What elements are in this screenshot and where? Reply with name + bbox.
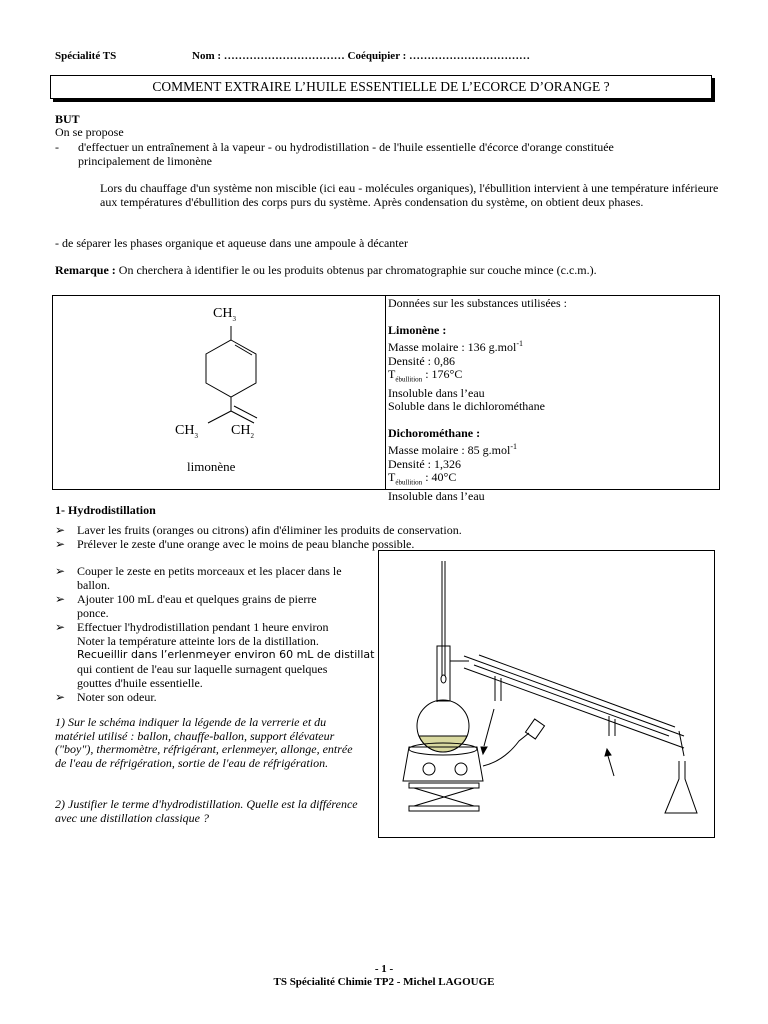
header-nom: Nom : …………………………… Coéquipier : ……………………………: [192, 50, 531, 62]
dcm-teb: $T_{ébullition}$ : 40°C: [388, 470, 457, 487]
limonene-teb: $T_{ébullition}$ : 176°C: [388, 367, 463, 384]
question-2: 2) Justifier le terme d'hydrodistillation. Quelle est la différence avec une distillation classique ?: [55, 797, 358, 825]
table-divider: [385, 296, 386, 489]
footer-credit: TS Spécialité Chimie TP2 - Michel LAGOUGE: [273, 976, 495, 988]
limonene-mass: Masse molaire : 136 g.mol$^{-1}$: [388, 339, 523, 354]
but-paragraph: Lors du chauffage d'un système non miscible (ici eau - molécules organiques), l'ébullition intervient à une température inférieure aux températures d'ébullition des corps purs du système. Après condensation du système, on obtient deux phases.: [100, 181, 719, 209]
list-item-cont: ballon.: [77, 578, 110, 592]
dcm-density: Densité : 1,326: [388, 456, 461, 471]
page-number: - 1 -: [374, 963, 394, 975]
dcm-insol: Insoluble dans l’eau: [388, 489, 485, 504]
arrow-bullet-icon: ➢: [55, 690, 66, 704]
remarque-label: Remarque :: [55, 263, 116, 277]
but-item1-dash: -: [55, 140, 59, 154]
but-item1-line1: d'effectuer un entraînement à la vapeur - ou hydrodistillation - de l'huile essentielle d'écorce d'orange constituée: [78, 140, 614, 154]
list-item: ➢ Noter son odeur.: [55, 690, 157, 704]
list-item-cont: Noter la température atteinte lors de la distillation.: [77, 634, 319, 648]
arrow-bullet-icon: ➢: [55, 620, 66, 634]
header-specialite: Spécialité TS: [55, 50, 117, 62]
list-item: ➢ Laver les fruits (oranges ou citrons) afin d'éliminer les produits de conservation.: [55, 523, 462, 537]
list-item-cont: gouttes d'huile essentielle.: [77, 676, 203, 690]
data-table: [52, 295, 720, 490]
list-item: ➢ Prélever le zeste d'une orange avec le moins de peau blanche possible.: [55, 537, 415, 551]
distillation-diagram: [378, 550, 715, 838]
but-item1-line2: principalement de limonène: [78, 154, 212, 168]
question-1: 1) Sur le schéma indiquer la légende de la verrerie et du matériel utilisé : ballon, chauffe-ballon, support élévateur ("boy"), thermomètre, réfrigérant, erlenmeyer, allonge, entrée de l'eau de réfrigération, sortie de l'eau de réfrigération.: [55, 715, 353, 770]
limonene-insol: Insoluble dans l’eau: [388, 385, 485, 400]
list-item-cont: ponce.: [77, 606, 109, 620]
data-panel: [388, 297, 567, 504]
list-item-cont: Recueillir dans l’erlenmeyer environ 60 mL de distillat: [77, 648, 375, 661]
mol-name: limonène: [187, 459, 236, 474]
remarque-text: On cherchera à identifier le ou les produits obtenus par chromatographie sur couche mince (c.c.m.).: [115, 263, 597, 277]
remarque: [55, 263, 597, 278]
limonene-density: Densité : 0,86: [388, 353, 455, 368]
but-intro: On se propose: [55, 125, 124, 139]
mol-ch2-right: $CH_2$: [231, 423, 254, 440]
arrow-bullet-icon: ➢: [55, 523, 66, 537]
list-item: ➢ Effectuer l'hydrodistillation pendant 1 heure environ: [55, 620, 329, 634]
data-heading: Données sur les substances utilisées :: [388, 296, 567, 310]
page-title: COMMENT EXTRAIRE L’HUILE ESSENTIELLE DE L’ECORCE D’ORANGE ?: [50, 75, 712, 99]
but-item2: - de séparer les phases organique et aqueuse dans une ampoule à décanter: [55, 236, 408, 250]
mol-ch3-top: $CH_3$: [213, 306, 236, 323]
limonene-sol: Soluble dans le dichlorométhane: [388, 399, 545, 414]
limonene-title: Limonène :: [388, 322, 447, 337]
but-heading: BUT: [55, 112, 80, 126]
arrow-bullet-icon: ➢: [55, 592, 66, 606]
arrow-bullet-icon: ➢: [55, 564, 66, 578]
arrow-bullet-icon: ➢: [55, 537, 66, 551]
dcm-title: Dichorométhane :: [388, 425, 481, 440]
list-item-cont: qui contient de l'eau sur laquelle surnagent quelques: [77, 662, 328, 676]
section-title: 1- Hydrodistillation: [55, 503, 156, 517]
distillation-apparatus-icon: [379, 551, 714, 837]
list-item: ➢ Couper le zeste en petits morceaux et les placer dans le: [55, 564, 342, 578]
dcm-mass: Masse molaire : 85 g.mol$^{-1}$: [388, 442, 517, 458]
list-item: ➢ Ajouter 100 mL d'eau et quelques grains de pierre: [55, 592, 317, 606]
mol-ch3-left: $CH_3$: [175, 423, 198, 440]
